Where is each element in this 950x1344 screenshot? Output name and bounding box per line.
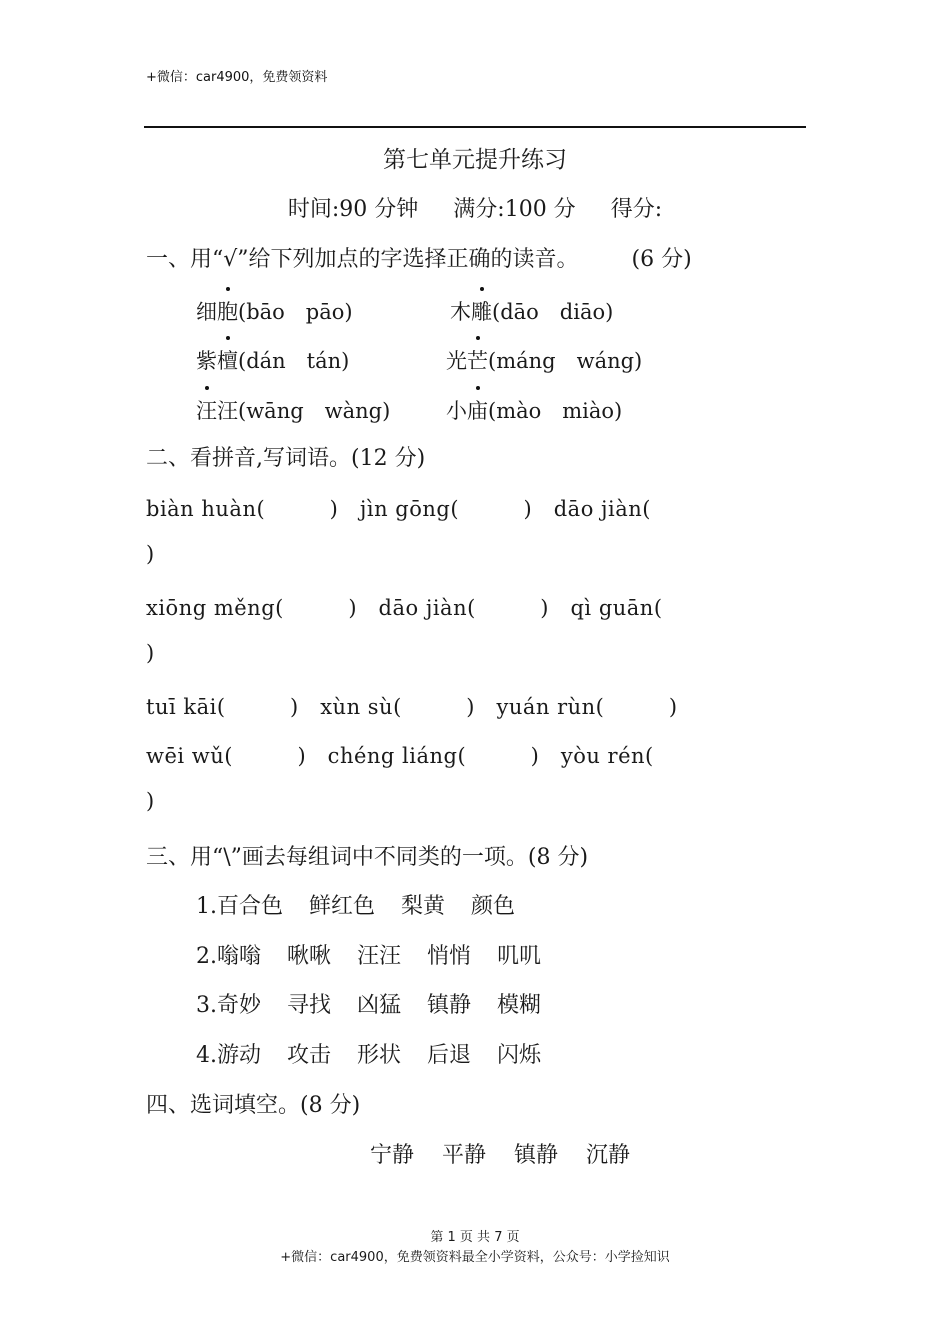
- pinyin-choice-item[interactable]: [196, 395, 390, 425]
- page-number: 第 1 页 共 7 页: [430, 1230, 520, 1245]
- dotted-char: 雕: [471, 296, 492, 326]
- dotted-char: 庙: [467, 395, 488, 425]
- pinyin-line[interactable]: xiōng měng( ) dāo jiàn( ) qì guān(: [146, 596, 663, 620]
- section2-heading: 二、看拼音,写词语。(12 分): [146, 446, 426, 471]
- word-bank-item: 宁静: [369, 1143, 414, 1168]
- item-char: 小: [446, 399, 467, 423]
- pinyin-choice-item[interactable]: [446, 345, 642, 375]
- word: 后退: [427, 1043, 472, 1068]
- item-char: 细: [196, 300, 217, 324]
- pinyin-choice-item[interactable]: [450, 296, 613, 326]
- word: 3.奇妙: [196, 993, 261, 1018]
- word: 汪汪: [357, 944, 402, 969]
- header-divider: [144, 126, 806, 128]
- word-bank: [0, 1138, 950, 1169]
- word: 形状: [357, 1043, 402, 1068]
- pinyin-line[interactable]: wēi wǔ( ) chéng liáng( ) yòu rén(: [146, 744, 654, 768]
- section3-heading: 三、用“\”画去每组词中不同类的一项。(8 分): [146, 845, 589, 870]
- dotted-char: 汪: [196, 395, 217, 425]
- pinyin-line-tail: ): [146, 789, 155, 813]
- section4-heading: 四、选词填空。(8 分): [146, 1093, 361, 1118]
- page-title: 第七单元提升练习: [383, 147, 567, 173]
- pinyin-choice-item[interactable]: [196, 296, 353, 326]
- pinyin-choice-item[interactable]: [446, 395, 622, 425]
- word: 闪烁: [497, 1043, 542, 1068]
- dotted-char: 檀: [217, 345, 238, 375]
- word: 叽叽: [497, 944, 542, 969]
- item-char: 紫: [196, 349, 217, 373]
- footer-watermark-note: +微信：car4900，免费领资料最全小学资料，公众号：小学捡知识: [280, 1250, 670, 1265]
- item-char: 光: [446, 349, 467, 373]
- header-watermark-note: +微信：car4900，免费领资料: [146, 70, 328, 85]
- word: 梨黄: [401, 894, 446, 919]
- word: 2.嗡嗡: [196, 944, 261, 969]
- word: 1.百合色: [196, 894, 283, 919]
- item-options: (dāo diāo): [492, 300, 614, 324]
- item-options: (dán tán): [238, 349, 350, 373]
- pinyin-line[interactable]: biàn huàn( ) jìn gōng( ) dāo jiàn(: [146, 497, 651, 521]
- word: 4.游动: [196, 1043, 261, 1068]
- dotted-char: 芒: [467, 345, 488, 375]
- item-options: (bāo pāo): [238, 300, 353, 324]
- exam-time: 时间:90 分钟: [287, 197, 419, 222]
- item-char: 木: [450, 300, 471, 324]
- word: 镇静: [427, 993, 472, 1018]
- word: 颜色: [471, 894, 516, 919]
- word-bank-item: 平静: [441, 1143, 486, 1168]
- dotted-char: 胞: [217, 296, 238, 326]
- word: 鲜红色: [309, 894, 376, 919]
- word-group-2[interactable]: [196, 939, 567, 970]
- exam-full-score: 满分:100 分: [453, 197, 576, 222]
- word: 凶猛: [357, 993, 402, 1018]
- word: 寻找: [287, 993, 332, 1018]
- pinyin-choice-item[interactable]: [196, 345, 349, 375]
- word: 攻击: [287, 1043, 332, 1068]
- word-bank-item: 镇静: [514, 1143, 559, 1168]
- section1-heading: [146, 242, 692, 273]
- pinyin-line-tail: ): [146, 641, 155, 665]
- word-bank-item: 沉静: [586, 1143, 631, 1168]
- pinyin-line-tail: ): [146, 542, 155, 566]
- word: 啾啾: [287, 944, 332, 969]
- item-options: (wāng wàng): [238, 399, 391, 423]
- word-group-3[interactable]: [196, 988, 567, 1019]
- exam-score: 得分:: [610, 197, 663, 222]
- exam-meta: [0, 192, 950, 223]
- word-group-1[interactable]: [196, 889, 541, 920]
- section1-points: (6 分): [631, 247, 692, 272]
- section1-heading-text: 一、用“√”给下列加点的字选择正确的读音。: [146, 247, 579, 272]
- item-options: (mào miào): [488, 399, 623, 423]
- item-options: (máng wáng): [488, 349, 643, 373]
- item-char: 汪: [217, 399, 238, 423]
- word: 悄悄: [427, 944, 472, 969]
- pinyin-line[interactable]: tuī kāi( ) xùn sù( ) yuán rùn( ): [146, 695, 678, 719]
- word-group-4[interactable]: [196, 1038, 567, 1069]
- word: 模糊: [497, 993, 542, 1018]
